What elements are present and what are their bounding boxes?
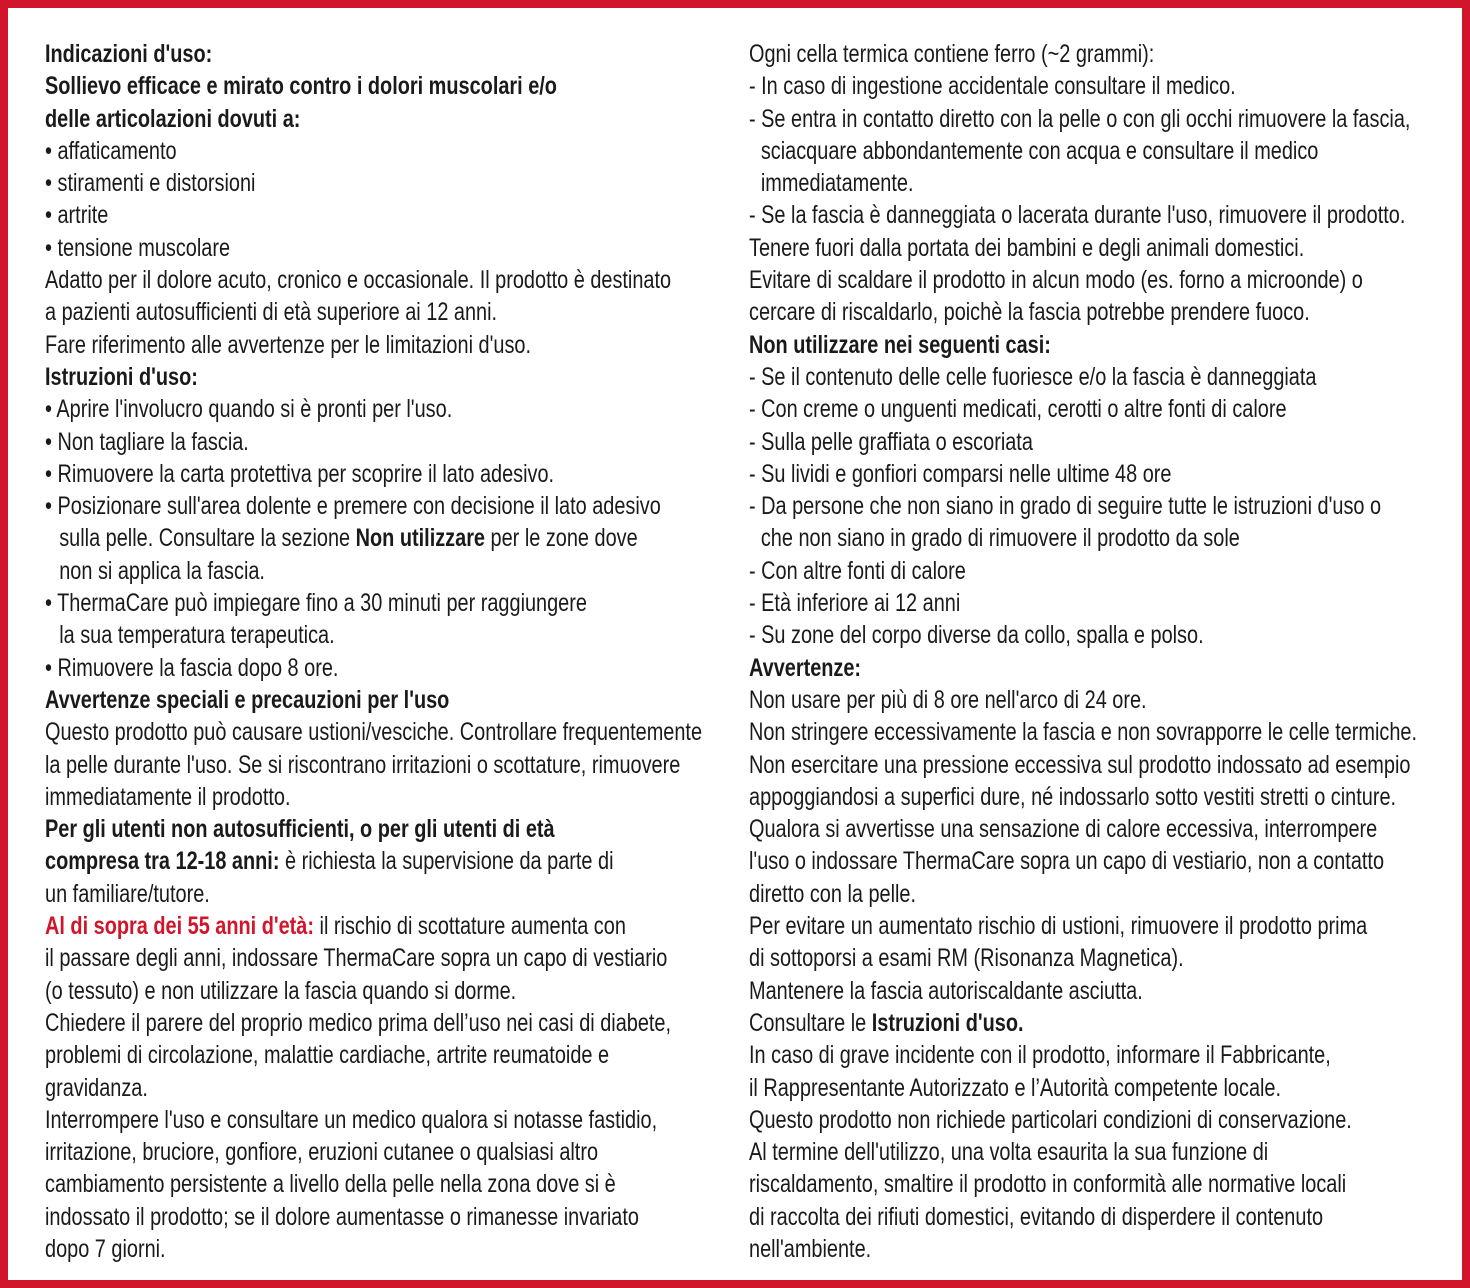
text-line: Questo prodotto può causare ustioni/vesciche. Controllare frequentemente: [45, 718, 703, 747]
text-run: Consultare le: [749, 1008, 872, 1037]
text-line: In caso di grave incidente con il prodotto, informare il Fabbricante,: [749, 1041, 1331, 1070]
text-line: [45, 845, 614, 877]
text-line: Ogni cella termica contiene ferro (~2 grammi):: [749, 40, 1155, 68]
text-line: indossato il prodotto; se il dolore aumentasse o rimanesse invariato: [45, 1202, 639, 1231]
text-line: il Rappresentante Autorizzato e l’Autorità competente locale.: [749, 1073, 1282, 1102]
bold-run: Non utilizzare: [355, 524, 486, 553]
red-highlight-run: Al di sopra dei 55 anni d'età:: [45, 912, 314, 941]
dash-item: - Se la fascia è danneggiata o lacerata durante l'uso, rimuovere il prodotto.: [749, 201, 1406, 230]
text-line: la pelle durante l'uso. Se si riscontrano irritazioni o scottature, rimuovere: [45, 750, 681, 779]
text-line: delle articolazioni dovuti a:: [45, 104, 301, 133]
text-line: nell'ambiente.: [749, 1234, 872, 1263]
text-run: è richiesta la supervisione da parte di: [279, 847, 614, 876]
bold-run: Istruzioni d'uso.: [871, 1008, 1024, 1037]
text-line: Non esercitare una pressione eccessiva sul prodotto indossato ad esempio: [749, 750, 1411, 779]
text-run: sulla pelle. Consultare la sezione: [59, 524, 356, 553]
text-line: problemi di circolazione, malattie cardiache, artrite reumatoide e: [45, 1041, 610, 1070]
bullet-item: • Posizionare sull'area dolente e premere con decisione il lato adesivo: [45, 492, 661, 521]
dash-continuation: che non siano in grado di rimuovere il prodotto da sole: [760, 524, 1240, 553]
text-line: riscaldamento, smaltire il prodotto in conformità alle normative locali: [749, 1170, 1347, 1199]
heading-avvertenze: Avvertenze:: [749, 653, 862, 682]
bullet-item: • tensione muscolare: [45, 233, 231, 262]
text-line: Sollievo efficace e mirato contro i dolori muscolari e/o: [45, 72, 557, 101]
text-run: il rischio di scottature aumenta con: [313, 912, 626, 941]
dash-item: - Su zone del corpo diverse da collo, spalla e polso.: [749, 621, 1204, 650]
bullet-continuation: [45, 522, 638, 554]
text-line: Non stringere eccessivamente la fascia e non sovrapporre le celle termiche.: [749, 718, 1418, 747]
bold-run: compresa tra 12-18 anni:: [45, 847, 280, 876]
text-line: Questo prodotto non richiede particolari condizioni di conservazione.: [749, 1105, 1352, 1134]
dash-item: - Se il contenuto delle celle fuoriesce e/o la fascia è danneggiata: [749, 362, 1317, 391]
heading-indicazioni: Indicazioni d'uso:: [45, 40, 213, 68]
text-line: Fare riferimento alle avvertenze per le limitazioni d'uso.: [45, 330, 531, 359]
heading-istruzioni: Istruzioni d'uso:: [45, 362, 198, 391]
text-line: di raccolta dei rifiuti domestici, evitando di disperdere il contenuto: [749, 1202, 1324, 1231]
text-line: irritazione, bruciore, gonfiore, eruzioni cutanee o qualsiasi altro: [45, 1138, 599, 1167]
bullet-item: • Rimuovere la carta protettiva per scoprire il lato adesivo.: [45, 459, 555, 488]
text-line: Adatto per il dolore acuto, cronico e occasionale. Il prodotto è destinato: [45, 266, 672, 295]
text-line: Interrompere l'uso e consultare un medico qualora si notasse fastidio,: [45, 1105, 658, 1134]
text-line: il passare degli anni, indossare ThermaCare sopra un capo di vestiario: [45, 944, 668, 973]
bullet-item: • Non tagliare la fascia.: [45, 427, 249, 456]
dash-item: - Da persone che non siano in grado di seguire tutte le istruzioni d'uso o: [749, 492, 1382, 521]
text-line: cercare di riscaldarlo, poichè la fascia potrebbe prendere fuoco.: [749, 298, 1310, 327]
text-line: Mantenere la fascia autoriscaldante asciutta.: [749, 976, 1143, 1005]
right-column: [749, 38, 1439, 1280]
text-line: dopo 7 giorni.: [45, 1234, 166, 1263]
dash-item: - Con altre fonti di calore: [749, 556, 966, 585]
bullet-item: • Aprire l'involucro quando si è pronti per l'uso.: [45, 395, 453, 424]
heading-non-utilizzare: Non utilizzare nei seguenti casi:: [749, 330, 1051, 359]
dash-item: - Età inferiore ai 12 anni: [749, 589, 961, 618]
text-line: Non usare per più di 8 ore nell'arco di 24 ore.: [749, 685, 1147, 714]
text-line: diretto con la pelle.: [749, 879, 917, 908]
bullet-continuation: non si applica la fascia.: [59, 556, 265, 585]
dash-continuation: immediatamente.: [760, 169, 914, 198]
dash-item: - Con creme o unguenti medicati, cerotti o altre fonti di calore: [749, 395, 1287, 424]
bullet-item: • ThermaCare può impiegare fino a 30 minuti per raggiungere: [45, 589, 587, 618]
text-line: Qualora si avvertisse una sensazione di calore eccessiva, interrompere: [749, 815, 1378, 844]
text-line: Chiedere il parere del proprio medico prima dell’uso nei casi di diabete,: [45, 1008, 672, 1037]
text-line: Evitare di scaldare il prodotto in alcun modo (es. forno a microonde) o: [749, 266, 1363, 295]
text-line: un familiare/tutore.: [45, 879, 210, 908]
text-line: [45, 910, 626, 942]
text-line: Tenere fuori dalla portata dei bambini e degli animali domestici.: [749, 233, 1305, 262]
text-line: Per evitare un aumentato rischio di ustioni, rimuovere il prodotto prima: [749, 912, 1368, 941]
bullet-continuation: la sua temperatura terapeutica.: [59, 621, 335, 650]
text-line: appoggiandosi a superfici dure, né indossarlo sotto vestiti stretti o cinture.: [749, 782, 1397, 811]
text-line: gravidanza.: [45, 1073, 148, 1102]
dash-item: - Su lividi e gonfiori comparsi nelle ultime 48 ore: [749, 459, 1172, 488]
leaflet-sheet: [8, 8, 1462, 1280]
bullet-item: • affaticamento: [45, 136, 177, 165]
bullet-item: • artrite: [45, 201, 109, 230]
text-line: Al termine dell'utilizzo, una volta esaurita la sua funzione di: [749, 1138, 1269, 1167]
text-line: (o tessuto) e non utilizzare la fascia quando si dorme.: [45, 976, 517, 1005]
left-column: [45, 38, 723, 1280]
dash-item: - Sulla pelle graffiata o escoriata: [749, 427, 1033, 456]
text-line: cambiamento persistente a livello della pelle nella zona dove si è: [45, 1170, 616, 1199]
dash-item: - In caso di ingestione accidentale consultare il medico.: [749, 72, 1236, 101]
text-line: l'uso o indossare ThermaCare sopra un capo di vestiario, non a contatto: [749, 847, 1385, 876]
text-run: per le zone dove: [485, 524, 638, 553]
text-line: Per gli utenti non autosufficienti, o per gli utenti di età: [45, 815, 555, 844]
text-line: a pazienti autosufficienti di età superiore ai 12 anni.: [45, 298, 498, 327]
text-line: immediatamente il prodotto.: [45, 782, 291, 811]
dash-continuation: sciacquare abbondantemente con acqua e consultare il medico: [760, 136, 1319, 165]
bullet-item: • Rimuovere la fascia dopo 8 ore.: [45, 653, 339, 682]
dash-item: - Se entra in contatto diretto con la pelle o con gli occhi rimuovere la fascia,: [749, 104, 1411, 133]
text-line: [749, 1007, 1294, 1039]
text-line: di sottoporsi a esami RM (Risonanza Magnetica).: [749, 944, 1184, 973]
bullet-item: • stiramenti e distorsioni: [45, 169, 256, 198]
heading-avvertenze-speciali: Avvertenze speciali e precauzioni per l'uso: [45, 685, 450, 714]
